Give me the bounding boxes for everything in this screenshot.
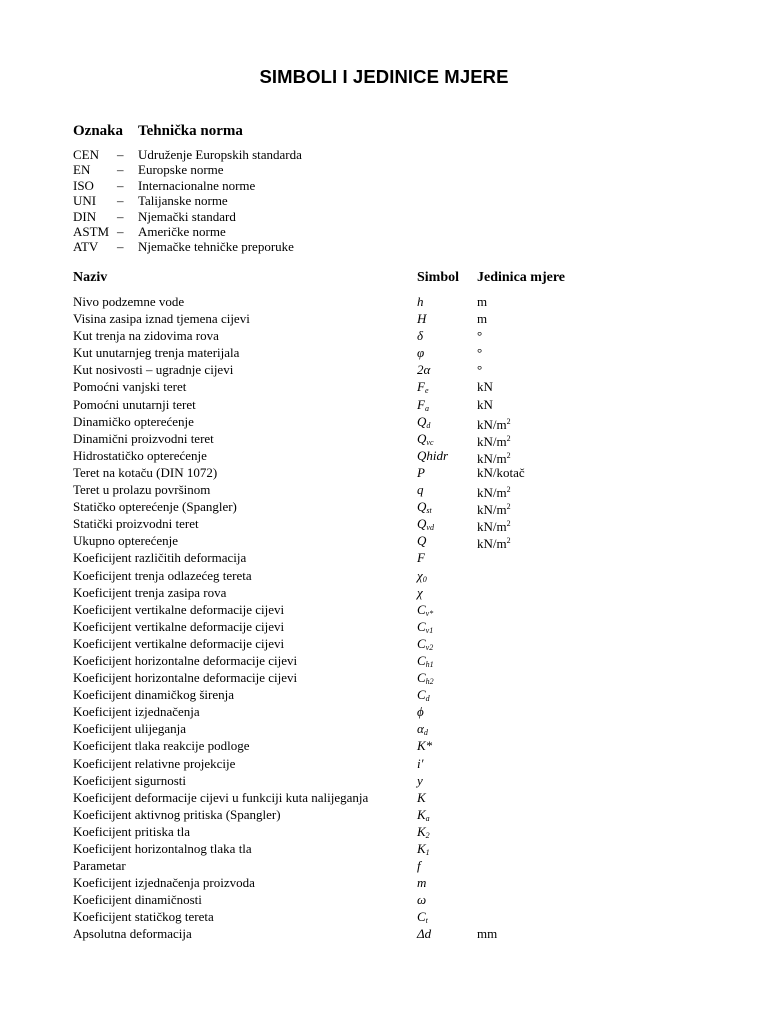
symbol-row [73, 652, 693, 669]
symbol-name: Pomoćni unutarnji teret [73, 396, 196, 412]
unit-main: kN/m [477, 450, 507, 466]
symbol-row [73, 584, 693, 601]
standard-desc: Njemačke tehničke preporuke [138, 239, 294, 255]
symbol-unit [477, 361, 482, 378]
symbol-name: Koeficijent tlaka reakcije podloge [73, 738, 250, 754]
symbol-subscript: 0 [422, 574, 427, 584]
standard-dash: – [117, 147, 124, 162]
symbol-name: Koeficijent relativne projekcije [73, 755, 236, 771]
symbol-main: χ [417, 567, 423, 583]
unit-main: kN [477, 396, 493, 412]
symbol-main: K [417, 789, 426, 805]
symbol-subscript: vd [426, 523, 434, 533]
symbol-name: Apsolutna deformacija [73, 926, 192, 942]
symbol-name: Koeficijent horizontalne deformacije cijevi [73, 652, 298, 668]
symbol-name: Hidrostatičko opterećenje [73, 447, 207, 463]
symbol-name: Koeficijent horizontalne deformacije cijevi [73, 670, 298, 686]
symbol-name: Koeficijent deformacije cijevi u funkciji kuta nalijeganja [73, 789, 369, 805]
standard-dash: – [117, 239, 124, 255]
standard-abbr: ATV [73, 239, 99, 255]
symbol-name: Koeficijent statičkog tereta [73, 909, 214, 925]
symbol-main: Δd [417, 926, 432, 942]
standard-desc: Europske norme [138, 162, 224, 178]
symbol-unit [477, 396, 493, 413]
symbol-main: ω [417, 892, 427, 908]
symbol-row [73, 840, 693, 857]
symbol-symbol [417, 344, 424, 361]
symbol-symbol [417, 532, 426, 549]
symbol-unit [477, 293, 487, 310]
standards-header-abbr: Oznaka [73, 123, 124, 139]
symbol-main: F [417, 396, 425, 412]
unit-main: kN/kotač [477, 464, 525, 480]
symbol-row [73, 891, 693, 908]
symbol-row [73, 413, 693, 430]
symbol-main: α [417, 721, 424, 737]
symbol-main: P [417, 464, 425, 480]
symbol-row [73, 464, 693, 481]
standard-abbr: CEN [73, 147, 99, 162]
symbol-row [73, 874, 693, 891]
symbol-main: δ [417, 328, 424, 344]
symbol-row [73, 669, 693, 686]
standard-abbr: ISO [73, 177, 94, 193]
unit-superscript: 2 [506, 416, 511, 426]
symbol-row [73, 686, 693, 703]
symbol-main: f [417, 858, 421, 874]
symbol-row [73, 567, 693, 584]
symbol-main: C [417, 635, 426, 651]
unit-main: kN/m [477, 502, 507, 518]
symbol-unit [477, 378, 493, 395]
symbol-unit [477, 344, 482, 361]
symbol-symbol [417, 327, 423, 344]
symbol-main: H [417, 311, 427, 327]
symbol-row [73, 481, 693, 501]
symbol-name: Koeficijent sigurnosti [73, 772, 187, 788]
symbol-main: Q [417, 413, 427, 429]
symbol-name: Koeficijent dinamičnosti [73, 892, 202, 908]
symbol-row [73, 498, 693, 518]
symbol-subscript: a [424, 403, 429, 413]
unit-main: kN/m [477, 485, 507, 501]
symbol-row [73, 515, 693, 535]
symbols-table [73, 293, 693, 943]
symbol-main: ϕ [417, 704, 424, 720]
symbol-name: Koeficijent različitih deformacija [73, 550, 247, 566]
symbol-row [73, 293, 693, 310]
symbol-main: q [417, 482, 424, 498]
symbol-symbol [417, 481, 424, 498]
symbol-name: Dinamičko opterećenje [73, 413, 194, 429]
symbol-row [73, 789, 693, 806]
standard-desc: Internacionalne norme [138, 177, 256, 193]
symbol-subscript: d [423, 728, 428, 738]
symbol-main: K [417, 806, 426, 822]
symbol-name: Koeficijent ulijeganja [73, 721, 186, 737]
symbol-row [73, 310, 693, 327]
unit-superscript: 2 [506, 450, 511, 460]
symbol-row [73, 618, 693, 635]
symbol-subscript: t [425, 916, 428, 926]
symbol-name: Nivo podzemne vode [73, 294, 185, 309]
symbol-row [73, 549, 693, 566]
standards-header [73, 123, 243, 140]
symbol-name: Kut unutarnjeg trenja materijala [73, 345, 240, 361]
unit-main: ° [477, 362, 483, 378]
standard-dash: – [117, 223, 124, 239]
unit-main: mm [477, 926, 498, 942]
symbol-main: C [417, 909, 426, 925]
symbols-header-simbol: Simbol [417, 270, 460, 285]
symbols-header-naziv: Naziv [73, 270, 108, 285]
symbol-main: 2α [417, 362, 431, 378]
unit-main: m [477, 311, 488, 327]
standard-dash: – [117, 193, 124, 209]
symbol-subscript: h1 [425, 659, 434, 669]
unit-main: m [477, 294, 488, 309]
symbol-symbol [417, 703, 424, 720]
symbol-subscript: v2 [425, 642, 434, 652]
symbol-row [73, 396, 693, 413]
symbol-name: Teret u prolazu površinom [73, 482, 211, 498]
symbol-symbol [417, 447, 448, 464]
symbol-row [73, 755, 693, 772]
standard-abbr: DIN [73, 208, 97, 224]
unit-main: kN/m [477, 519, 507, 535]
symbol-symbol [417, 737, 432, 754]
symbol-main: K [417, 841, 426, 856]
symbol-row [73, 601, 693, 618]
symbol-unit [477, 310, 487, 327]
standards-header-desc: Tehnička norma [138, 123, 243, 139]
symbol-name: Pomoćni vanjski teret [73, 379, 187, 395]
symbol-name: Koeficijent vertikalne deformacije cijevi [73, 601, 285, 617]
symbol-row [73, 344, 693, 361]
standard-dash: – [117, 162, 124, 178]
symbol-symbol [417, 361, 430, 378]
symbol-main: χ [417, 584, 423, 600]
symbol-row [73, 908, 693, 925]
symbol-main: F [417, 550, 425, 566]
symbol-name: Kut trenja na zidovima rova [73, 328, 219, 344]
symbol-subscript: d [426, 420, 431, 430]
symbol-name: Koeficijent izjednačenja [73, 704, 200, 720]
symbol-subscript: a [425, 813, 430, 823]
symbol-name: Koeficijent vertikalne deformacije cijevi [73, 635, 285, 651]
symbol-row [73, 720, 693, 737]
unit-superscript: 2 [506, 519, 511, 529]
symbol-row [73, 857, 693, 874]
symbol-name: Statičko opterećenje (Spangler) [73, 499, 237, 515]
symbol-main: Q [417, 430, 427, 446]
symbol-main: F [417, 379, 425, 395]
symbol-name: Koeficijent horizontalnog tlaka tla [73, 841, 252, 856]
unit-main: kN [477, 379, 493, 395]
symbol-symbol [417, 293, 424, 310]
symbol-subscript: v1 [425, 625, 434, 635]
symbol-symbol [417, 464, 425, 481]
symbol-row [73, 772, 693, 789]
symbol-row [73, 635, 693, 652]
standard-abbr: UNI [73, 193, 97, 209]
symbol-subscript: vc [426, 437, 434, 447]
symbol-row [73, 823, 693, 840]
symbol-name: Dinamični proizvodni teret [73, 430, 214, 446]
symbols-header-jedinica: Jedinica mjere [477, 270, 565, 285]
symbol-unit [477, 464, 525, 481]
symbol-main: C [417, 618, 426, 634]
symbol-symbol [417, 310, 426, 327]
symbol-main: φ [417, 345, 425, 361]
symbol-row [73, 925, 693, 942]
symbol-subscript: d [425, 694, 430, 704]
symbol-subscript: e [424, 386, 429, 396]
standard-desc: Udruženje Europskih standarda [138, 147, 302, 162]
unit-superscript: 2 [506, 502, 511, 512]
symbol-name: Visina zasipa iznad tjemena cijevi [73, 311, 250, 327]
unit-superscript: 2 [506, 485, 511, 495]
symbol-row [73, 532, 693, 552]
symbol-main: Q [417, 499, 427, 515]
symbol-symbol [417, 772, 423, 789]
symbol-symbol [417, 755, 423, 772]
symbol-name: Koeficijent pritiska tla [73, 823, 190, 839]
symbol-subscript: h2 [425, 677, 434, 687]
unit-main: ° [477, 328, 483, 344]
symbol-name: Statički proizvodni teret [73, 516, 199, 532]
symbol-row [73, 378, 693, 395]
symbol-subscript: 1 [425, 848, 430, 857]
unit-main: ° [477, 345, 483, 361]
symbol-row [73, 703, 693, 720]
unit-main: kN/m [477, 416, 507, 432]
symbol-name: Koeficijent vertikalne deformacije cijevi [73, 618, 285, 634]
symbol-symbol [417, 925, 431, 942]
symbol-name: Kut nosivosti – ugradnje cijevi [73, 362, 234, 378]
symbol-row [73, 361, 693, 378]
symbol-row [73, 447, 693, 464]
symbol-subscript: 2 [425, 830, 430, 840]
symbol-main: C [417, 687, 426, 703]
standard-abbr: EN [73, 162, 91, 178]
symbol-subscript: v* [425, 608, 434, 618]
symbol-name: Koeficijent trenja zasipa rova [73, 584, 227, 600]
symbol-unit [477, 327, 482, 344]
standard-desc: Talijanske norme [138, 193, 228, 209]
symbol-name: Koeficijent aktivnog pritiska (Spangler) [73, 806, 281, 822]
standard-dash: – [117, 177, 124, 193]
symbol-name: Parametar [73, 858, 126, 874]
symbol-symbol [417, 891, 426, 908]
symbol-symbol [417, 789, 426, 806]
symbol-main: K* [417, 738, 433, 754]
unit-superscript: 2 [506, 433, 511, 443]
symbol-name: Koeficijent dinamičkog širenja [73, 687, 235, 703]
symbol-row [73, 327, 693, 344]
symbol-main: h [417, 294, 424, 309]
symbol-symbol [417, 857, 421, 874]
symbol-name: Koeficijent izjednačenja proizvoda [73, 875, 255, 891]
symbol-symbol [417, 874, 426, 891]
symbol-name: Koeficijent trenja odlazećeg tereta [73, 567, 252, 583]
symbol-main: C [417, 652, 426, 668]
unit-superscript: 2 [506, 536, 511, 546]
symbol-main: C [417, 601, 426, 617]
standard-desc: Njemački standard [138, 208, 236, 224]
symbol-main: y [417, 772, 423, 788]
standard-dash: – [117, 208, 124, 224]
symbol-main: Q [417, 516, 427, 532]
symbol-name: Ukupno opterećenje [73, 533, 179, 549]
symbol-main: K [417, 823, 426, 839]
symbol-row [73, 737, 693, 754]
standard-abbr: ASTM [73, 223, 110, 239]
symbol-subscript: st [426, 506, 432, 516]
symbol-row [73, 806, 693, 823]
standard-desc: Američke norme [138, 223, 226, 239]
symbol-main: m [417, 875, 427, 891]
symbol-main: i′ [417, 755, 424, 771]
symbol-unit [477, 925, 497, 942]
unit-main: kN/m [477, 536, 507, 552]
symbol-main: Qhidr [417, 447, 449, 463]
symbol-main: C [417, 670, 426, 686]
symbol-main: Q [417, 533, 427, 549]
symbol-symbol [417, 584, 423, 601]
symbol-name: Teret na kotaču (DIN 1072) [73, 464, 218, 480]
symbol-symbol [417, 549, 425, 566]
unit-main: kN/m [477, 433, 507, 449]
symbol-row [73, 430, 693, 447]
symbols-header [73, 270, 693, 288]
page-title: SIMBOLI I JEDINICE MJERE [259, 66, 509, 87]
